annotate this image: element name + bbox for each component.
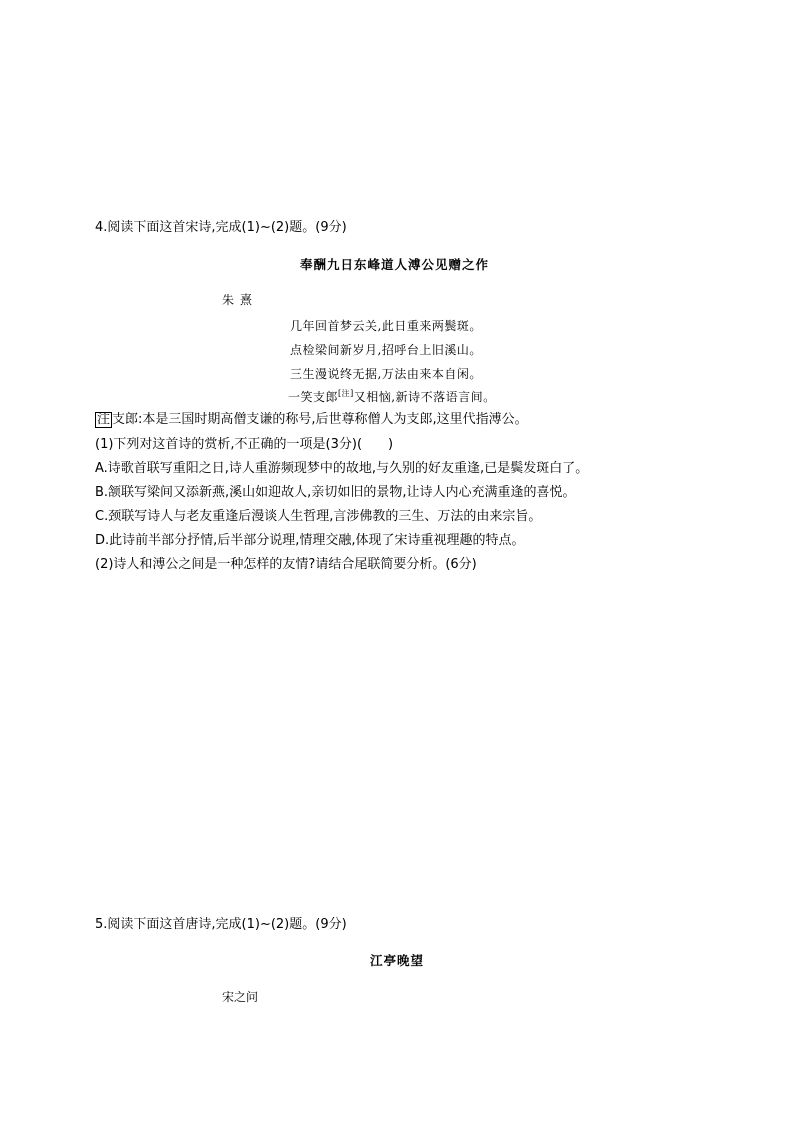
q4-option-a: A.诗歌首联写重阳之日,诗人重游频现梦中的故地,与久别的好友重逢,已是鬓发斑白了。 xyxy=(95,461,589,476)
q5-poem-author: 宋之问 xyxy=(222,990,259,1004)
q4-subquestion-1: (1)下列对这首诗的赏析,不正确的一项是(3分)( ) xyxy=(95,437,394,452)
q4-poem-line-2: 点检梁间新岁月,招呼台上旧溪山。 xyxy=(290,343,482,357)
q4-poem-author: 朱熹 xyxy=(222,293,259,307)
q5-poem-title: 江亭晚望 xyxy=(370,953,425,968)
q4-poem-line-4-end: 又相恼,新诗不落语言间。 xyxy=(353,390,496,404)
q4-poem-line-3: 三生漫说终无据,万法由来本自闲。 xyxy=(290,367,482,381)
note-text: 支郎:本是三国时期高僧支谦的称号,后世尊称僧人为支郎,这里代指溥公。 xyxy=(112,412,528,427)
note-marker: [注] xyxy=(338,389,354,398)
q4-option-d: D.此诗前半部分抒情,后半部分说理,情理交融,体现了宋诗重视理趣的特点。 xyxy=(95,533,525,548)
q4-option-c: C.颈联写诗人与老友重逢后漫谈人生哲理,言涉佛教的三生、万法的由来宗旨。 xyxy=(95,509,542,524)
note-label-box: 注 xyxy=(97,412,111,427)
q4-poem-line-4-start: 一笑支郎 xyxy=(288,390,339,404)
q5-heading: 5.阅读下面这首唐诗,完成(1)~(2)题。(9分) xyxy=(95,917,347,932)
q4-heading: 4.阅读下面这首宋诗,完成(1)~(2)题。(9分) xyxy=(95,220,347,235)
q4-option-b: B.颔联写梁间又添新燕,溪山如迎故人,亲切如旧的景物,让诗人内心充满重逢的喜悦。 xyxy=(95,485,576,500)
q4-poem-title: 奉酬九日东峰道人溥公见赠之作 xyxy=(300,257,490,272)
q4-poem-line-1: 几年回首梦云关,此日重来两鬓斑。 xyxy=(290,319,482,333)
q4-poem-line-4 xyxy=(288,389,496,405)
q4-subquestion-2: (2)诗人和溥公之间是一种怎样的友情?请结合尾联简要分析。(6分) xyxy=(95,557,477,572)
q4-footnote xyxy=(95,412,528,428)
